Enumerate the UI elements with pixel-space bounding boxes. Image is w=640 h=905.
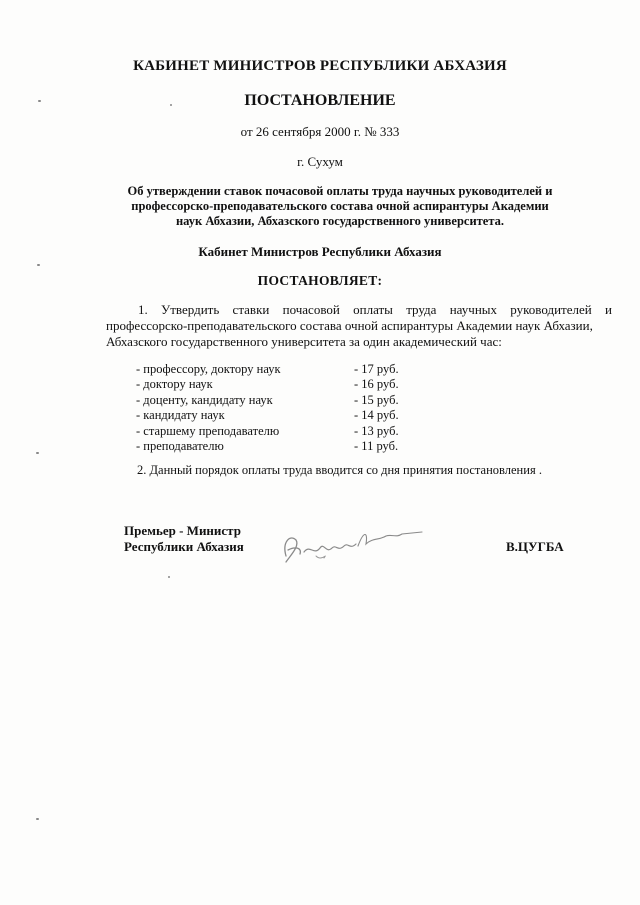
item-1-paragraph [106, 302, 612, 350]
rate-amount: - 17 руб. [354, 362, 399, 376]
scan-speck [170, 104, 172, 106]
decree-heading: ПОСТАНОВЛЯЕТ: [257, 273, 383, 288]
rate-recipient: - профессору, доктору наук [136, 362, 281, 376]
issuing-organization: КАБИНЕТ МИНИСТРОВ РЕСПУБЛИКИ АБХАЗИЯ [133, 58, 507, 74]
signatory-title [124, 523, 244, 555]
item-1-word: Утвердить [161, 302, 220, 317]
handwritten-signature [276, 522, 426, 568]
issuer-line: Кабинет Министров Республики Абхазия [198, 244, 442, 259]
rate-row [136, 393, 436, 408]
rate-row [136, 362, 436, 377]
item-1-word: ставки [232, 302, 270, 317]
item-1-first-line [106, 302, 612, 318]
signatory-title-line: Премьер - Министр [124, 523, 241, 538]
rate-amount: - 15 руб. [354, 392, 399, 407]
rate-row [136, 439, 436, 454]
rate-recipient: - преподавателю [136, 438, 224, 453]
rate-amount: - 16 руб. [354, 377, 399, 392]
rate-recipient: - доценту, кандидату наук [136, 392, 273, 407]
city-line: г. Сухум [297, 154, 343, 169]
rate-row [136, 408, 436, 423]
rate-amount: - 11 руб. [354, 438, 399, 453]
rate-recipient: - доктору наук [136, 377, 213, 392]
item-1-word: 1. [138, 302, 148, 317]
scan-speck [36, 452, 39, 454]
scan-speck [36, 818, 39, 820]
date-and-number: от 26 сентября 2000 г. № 333 [240, 124, 400, 139]
item-2-paragraph: 2. Данный порядок оплаты труда вводится со дня принятия постановления . [137, 463, 542, 477]
signatory-title-line: Республики Абхазия [124, 539, 244, 554]
item-1-third-line: Абхазского государственного университета за один академический час: [106, 334, 502, 349]
item-1-word: оплаты [353, 302, 393, 317]
subject-line: Об утверждении ставок почасовой оплаты труда научных руководителей и [127, 184, 553, 198]
item-1-word: научных [449, 302, 498, 317]
item-1-word: почасовой [282, 302, 340, 317]
rate-recipient: - старшему преподавателю [136, 423, 280, 438]
signatory-name: В.ЦУГБА [506, 539, 564, 554]
subject-line: наук Абхазии, Абхазского государственного университета. [175, 214, 505, 228]
document-type-heading: ПОСТАНОВЛЕНИЕ [244, 92, 396, 109]
item-1-word: и [604, 302, 612, 317]
rate-amount: - 14 руб. [354, 408, 399, 423]
rate-row [136, 424, 436, 439]
rate-row [136, 377, 436, 392]
rate-recipient: - кандидату наук [136, 408, 225, 423]
item-1-word: руководителей [510, 302, 592, 317]
subject-line: профессорско-преподавательского состава очной аспирантуры Академии [131, 199, 549, 213]
item-1-word: труда [406, 302, 437, 317]
item-1-second-line: профессорско-преподавательского состава очной аспирантуры Академии наук Абхазии, [106, 318, 593, 333]
rates-list [136, 362, 436, 454]
scan-speck [38, 100, 41, 102]
scan-speck [37, 264, 40, 266]
document-subject [110, 184, 570, 229]
rate-amount: - 13 руб. [354, 423, 399, 438]
scan-speck [168, 576, 170, 578]
